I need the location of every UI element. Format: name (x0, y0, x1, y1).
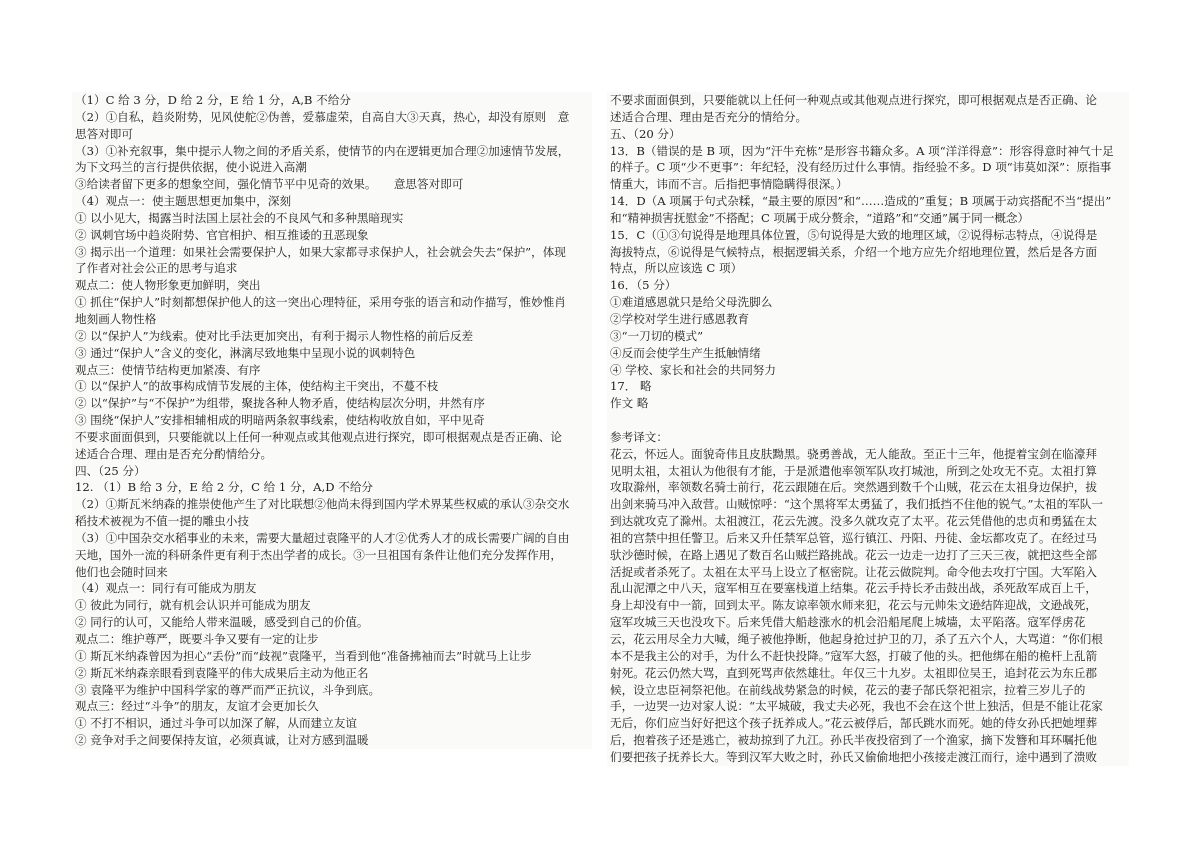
right-column-line: 们要把孩子抚养长大。等到汉军大败之时，孙氏又偷偷地把小孩接走渡江而行，途中遇到了溃败 (610, 749, 1097, 764)
left-column-line: 四、（25 分） (75, 463, 146, 478)
left-column-line: （3）①补充叙事，集中提示人物之间的矛盾关系，使情节的内在逻辑更加合理②加速情节发展， (75, 143, 570, 158)
right-column-line: 无后，你们应当好好把这个孩子抚养成人。”花云被俘后，郜氏跳水而死。她的侍女孙氏把她埋葬 (610, 716, 1098, 731)
right-column-line: 驮沙德时候，在路上遇见了数百名山贼拦路挑战。花云一边走一边打了三天三夜，就把这些全部 (610, 547, 1097, 562)
left-column-line: 观点二：使人物形象更加鲜明，突出 (75, 278, 261, 293)
left-column-line: （4）观点一：使主题思想更加集中，深刻 (75, 194, 292, 209)
left-column-line: 观点三：经过“斗争”的朋友，友谊才会更加长久 (75, 699, 319, 714)
left-column-line: 地刻画人物性格 (75, 311, 157, 326)
left-column-line: （1）C 给 3 分，D 给 2 分，E 给 1 分，A,B 不给分 (75, 93, 351, 107)
right-column-line: 15．C（①③句说得是地理具体位置，⑤句说得是大致的地理区域，②说得标志特点，④说得是 (610, 227, 1098, 242)
right-column-line: 特点，所以应该选 C 项） (610, 261, 743, 276)
right-column-line: 乱山泥潭之中八天，寇军相互在要塞栈道上结集。花云手持长矛击鼓出战，杀死敌军成百上千， (610, 581, 1097, 596)
left-column-line: ② 讽刺官场中趋炎附势、官官相护、相互推诿的丑恶现象 (75, 227, 369, 242)
right-column-line: ④反而会使学生产生抵触情绪 (610, 345, 761, 360)
left-column-line: （4）观点一：同行有可能成为朋友 (75, 581, 257, 596)
left-column-line: 稻技术被视为不值一提的雕虫小技 (75, 514, 249, 529)
left-column-line: ③ 袁隆平为维护中国科学家的尊严而严正抗议，斗争到底。 (75, 682, 381, 697)
left-column-line: ② 以“保护人”为线索。使对比手法更加突出，有利于揭示人物性格的前后反差 (75, 328, 474, 343)
right-column-line: 13．B（错误的是 B 项，因为“汗牛充栋”是形容书籍众多。A 项“洋洋得意”：形容得意时神气十足 (610, 143, 1114, 158)
right-column-line: 手，一边哭一边对家人说：“太平城破，我丈夫必死，我也不会在这个世上独活，但是不能让花家 (610, 699, 1103, 714)
left-column-line: 述适合合理、理由是否充分酌情给分。 (75, 446, 273, 461)
left-column-line: ③给读者留下更多的想象空间，强化情节平中见奇的效果。 意思答对即可 (75, 177, 464, 192)
right-column-line: ④ 学校、家长和社会的共同努力 (610, 362, 776, 377)
left-column-line: 思答对即可 (75, 126, 133, 141)
left-column-line: （2）①自私，趋炎附势，见风使舵②伪善，爱慕虚荣，自高自大③天真，热心，却没有原则 意 (75, 109, 570, 124)
right-column-line: 情重大，讳而不言。后指把事情隐瞒得很深。） (610, 177, 848, 192)
right-column-line: ③“一刀切的模式” (610, 328, 704, 343)
right-column-line: 后，抱着孩子还是逃亡，被劫掠到了九江。孙氏半夜投宿到了一个渔家，摘下发簪和耳环嘱托他 (610, 733, 1097, 748)
right-column-line: 出剑来骑马冲入敌营。山贼惊呼：“这个黑将军太勇猛了，我们抵挡不住他的锐气。”太祖的军队一 (610, 497, 1103, 512)
right-column (607, 92, 1129, 766)
left-column-line: ① 彼此为同行，就有机会认识并可能成为朋友 (75, 598, 311, 613)
left-column-line: （3）①中国杂交水稻事业的未来，需要大量超过袁隆平的人才②优秀人才的成长需要广阔的自由 (75, 530, 570, 545)
left-column-line: ① 以“保护人”的故事构成情节发展的主体，使结构主干突出，不蔓不枝 (75, 379, 439, 394)
left-column-line: 观点二：维护尊严，既要斗争又要有一定的让步 (75, 632, 319, 646)
left-column-line: ③ 通过“保护人”含义的变化，淋漓尽致地集中呈现小说的讽刺特色 (75, 345, 416, 360)
right-column-line: 射死。花云仍然大骂，直到死骂声依然雄壮。年仅三十九岁。太祖即位吴王，追封花云为东丘郡 (610, 665, 1097, 680)
right-column-line: 到达就攻克了滁州。太祖渡江，花云先渡。没多久就攻克了太平。花云凭借他的忠贞和勇猛在太 (610, 514, 1097, 529)
left-column-line: ② 斯瓦米纳森亲眼看到袁隆平的伟大成果后主动为他正名 (75, 665, 369, 680)
right-column-line: 寇军攻城三天也没攻下。后来凭借大船趁涨水的机会沿船尾爬上城墙，太平陷落。寇军俘虏花 (610, 615, 1086, 630)
right-column-line: 活捉或者杀死了。太祖在太平马上设立了枢密院。让花云做院判。命令他去攻打宁国。大军陷入 (610, 564, 1097, 579)
right-column-line: 17． 略 (610, 379, 652, 394)
right-column-line: 五、（20 分） (610, 126, 681, 141)
right-column-line: 身上却没有中一箭，回到太平。陈友谅率领水师来犯，花云与元帅朱文逊结阵迎战，文逊战死， (610, 598, 1097, 613)
right-column-line: 攻取滁州，率领数名骑士前行，花云跟随在后。突然遇到数千个山贼，花云在太祖身边保护，拔 (610, 480, 1097, 495)
left-column-line: 观点三：使情节结构更加紧凑、有序 (75, 362, 261, 377)
left-column-line: 为下文玛兰的言行提供依据，使小说进入高潮 (75, 160, 307, 175)
left-column-line: ① 不打不相识，通过斗争可以加深了解，从而建立友谊 (75, 716, 357, 731)
right-column-line: 作文 略 (610, 396, 649, 411)
right-column-line (607, 412, 1129, 429)
right-column-line: 和“精神损害抚慰金”不搭配；C 项属于成分赘余，“道路”和“交通”属于同一概念） (610, 210, 1030, 225)
right-column-line: ①难道感恩就只是给父母洗脚么 (610, 295, 773, 310)
left-column-line: （2）①斯瓦米纳森的推崇使他产生了对比联想②他尚未得到国内学术界某些权威的承认③杂交水 (75, 497, 570, 512)
left-column-line: ② 同行的认可，又能给人带来温暖，感受到自己的价值。 (75, 615, 369, 630)
left-column-line: 天地，国外一流的科研条件更有利于杰出学者的成长。③一旦祖国有条件让他们充分发挥作用， (75, 547, 562, 562)
left-column-line: 了作者对社会公正的思考与追求 (75, 261, 238, 276)
left-column-line: ② 竞争对手之间要保持友谊，必须真诚，让对方感到温暖 (75, 733, 369, 748)
left-column-line: ③ 揭示出一个道理：如果社会需要保护人，如果大家都寻求保护人，社会就会失去“保护”，体现 (75, 244, 566, 259)
right-column-line: 花云，怀远人。面貌奇伟且皮肤黝黑。骁勇善战，无人能敌。至正十三年，他提着宝剑在临濠拜 (610, 446, 1097, 461)
left-column-line: ① 抓住“保护人”时刻都想保护他人的这一突出心理特征，采用夸张的语言和动作描写，惟妙惟肖 (75, 295, 566, 310)
left-column-line: 12. （1）B 给 3 分，E 给 2 分，C 给 1 分，A,D 不给分 (75, 480, 374, 495)
right-column-line: 16．（5 分） (610, 278, 677, 293)
left-column-line: ① 以小见大，揭露当时法国上层社会的不良风气和多种黑暗现实 (75, 210, 404, 225)
left-column-line: 他们也会随时回来 (75, 564, 168, 579)
right-column-line: 不要求面面俱到，只要能就以上任何一种观点或其他观点进行探究，即可根据观点是否正确、论 (610, 93, 1097, 107)
left-column-line: 不要求面面俱到，只要能就以上任何一种观点或其他观点进行探究，即可根据观点是否正确、论 (75, 429, 562, 444)
left-column-line: ① 斯瓦米纳森曾因为担心“丢份”而“歧视”袁隆平，当看到他“准备拂袖而去”时就马上让步 (75, 648, 532, 663)
right-column-line: 候，设立忠臣祠祭祀他。在前线战势紧急的时候，花云的妻子郜氏祭祀祖宗，拉着三岁儿子的 (610, 682, 1086, 697)
left-column-line: ② 以“保护”与“不保护”为组带，聚拢各种人物矛盾，使结构层次分明，井然有序 (75, 396, 485, 411)
right-column-line: 海拔特点，⑥说得是气候特点，根据逻辑关系，介绍一个地方应先介绍地理位置，然后是各方面 (610, 244, 1097, 259)
right-column-line: 14．D（A 项属于句式杂糅，“最主要的原因”和“……造成的”重复；B 项属于动宾搭配不当“提出” (610, 194, 1112, 209)
right-column-line: 参考译文： (610, 429, 668, 444)
right-column-line: 的样子。C 项“少不更事”：年纪轻，没有经历过什么事情。指经验不多。D 项“讳莫如深”：原指事 (610, 160, 1112, 175)
right-column-line: ②学校对学生进行感恩教育 (610, 311, 750, 326)
right-column-line: 云，花云用尽全力大喊，绳子被他挣断，他起身抢过护卫的刀，杀了五六个人，大骂道：“你们根 (610, 632, 1103, 646)
left-column-line: ③ 围绕“保护人”安排相辅相成的明暗两条叙事线索，使结构收放自如，平中见奇 (75, 413, 485, 428)
right-column-line: 见明太祖，太祖认为他很有才能，于是派遣他率领军队攻打城池，所到之处攻无不克。太祖打算 (610, 463, 1097, 478)
right-column-line: 祖的宫禁中担任警卫。后来又升任禁军总管，巡行镇江、丹阳、丹徒、金坛都攻克了。在经过马 (610, 530, 1097, 545)
right-column-line: 本不是我主公的对手，为什么不赶快投降。”寇军大怒，打破了他的头。把他绑在船的桅杆上乱箭 (610, 648, 1098, 663)
right-column-line: 述适合合理、理由是否充分的情给分。 (610, 109, 808, 124)
left-column (72, 92, 592, 749)
